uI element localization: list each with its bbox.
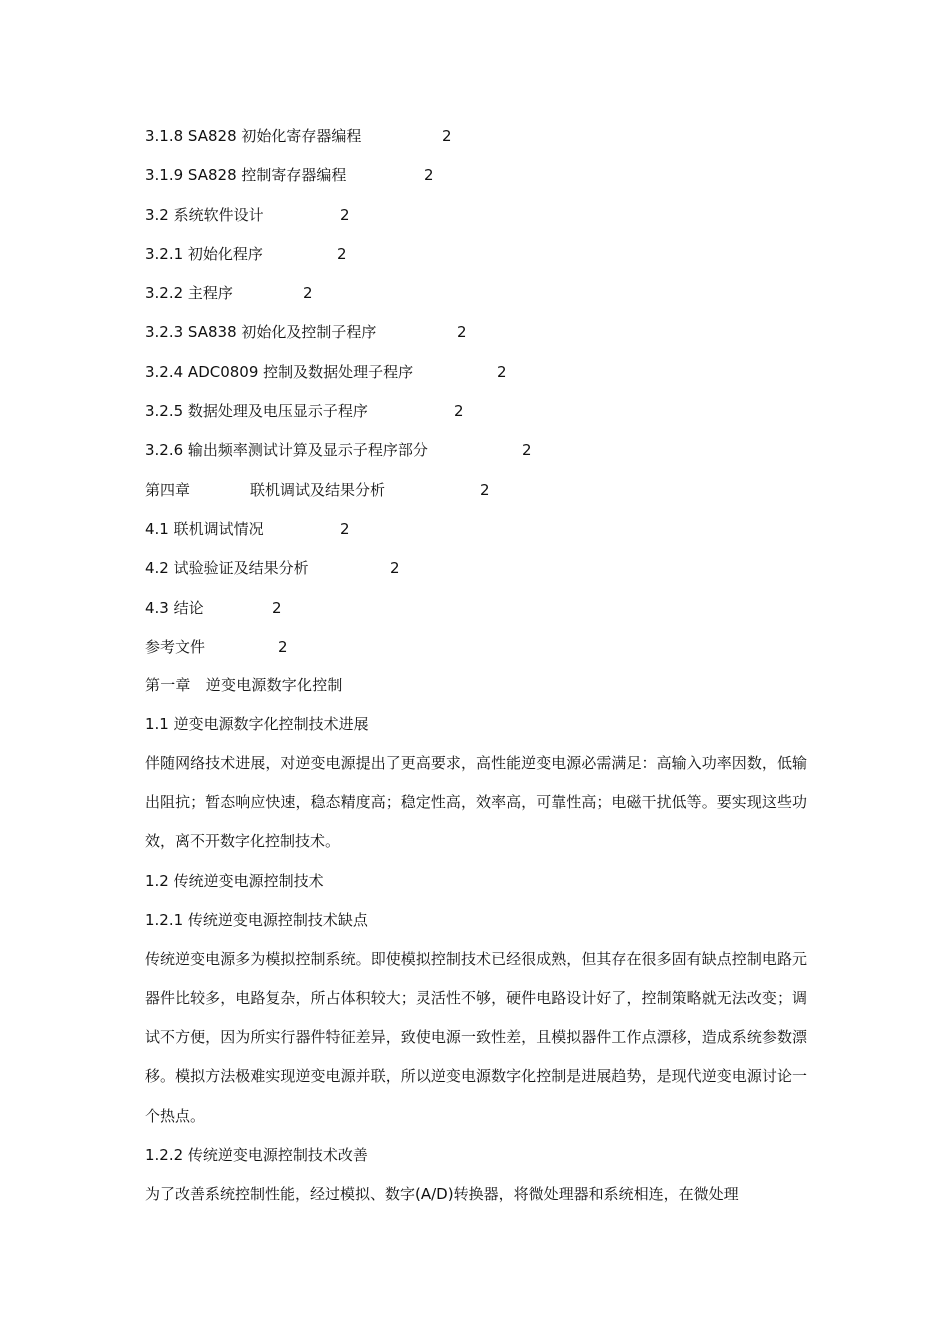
- toc-entry-page: 2: [303, 284, 313, 303]
- toc-entry: [145, 240, 825, 279]
- toc-entry: [145, 318, 825, 357]
- section-heading-1-1: 1.1 逆变电源数字化控制技术进展: [145, 715, 369, 734]
- toc-entry-page: 2: [522, 441, 532, 460]
- toc-entry-page: 2: [390, 559, 400, 578]
- toc-entry-title: 第四章 联机调试及结果分析: [145, 480, 386, 499]
- toc-entry: [145, 554, 825, 593]
- toc-entry-page: 2: [337, 244, 347, 263]
- toc-entry: [145, 594, 825, 633]
- toc-entry: [145, 358, 825, 397]
- paragraph-1-2-2: 为了改善系统控制性能，经过模拟、数字(A/D)转换器，将微处理器和系统相连，在微处理: [145, 1184, 739, 1203]
- paragraph-1-2-1: 传统逆变电源多为模拟控制系统。即使模拟控制技术已经很成熟，但其存在很多固有缺点控制电路元器件比较多，电路复杂，所占体积较大；灵活性不够，硬件电路设计好了，控制策略就无法改变；调试不方便，因为所实行器件特征差异，致使电源一致性差，且模拟器件工作点漂移，造成系统参数漂移。模拟方法极难实现逆变电源并联，所以逆变电源数字化控制是进展趋势，是现代逆变电源讨论一个热点。: [145, 949, 807, 1125]
- toc-entry: [145, 436, 825, 475]
- toc-entry: [145, 515, 825, 554]
- toc-entry: [145, 161, 825, 200]
- toc-entry-page: 2: [340, 205, 350, 224]
- toc-entry: [145, 633, 825, 672]
- section-heading-1-2-1: 1.2.1 传统逆变电源控制技术缺点: [145, 911, 368, 930]
- paragraph-1-1: 伴随网络技术进展，对逆变电源提出了更高要求，高性能逆变电源必需满足：高输入功率因数，低输出阻抗；暂态响应快速，稳态精度高；稳定性高，效率高，可靠性高；电磁干扰低等。要实现这些功效，离不开数字化控制技术。: [145, 753, 807, 851]
- toc-entry-page: 2: [457, 323, 467, 342]
- toc-entry-page: 2: [424, 166, 434, 185]
- toc-entry-page: 2: [497, 362, 507, 381]
- toc-entry-title: 3.2 系统软件设计: [145, 205, 264, 224]
- toc-entry: [145, 122, 825, 161]
- toc-entry: [145, 476, 825, 515]
- toc-entry-title: 3.2.1 初始化程序: [145, 244, 263, 263]
- toc-entry-title: 3.1.9 SA828 控制寄存器编程: [145, 166, 347, 185]
- table-of-contents: [145, 122, 825, 672]
- toc-entry-title: 4.2 试验验证及结果分析: [145, 559, 309, 578]
- toc-entry-title: 3.2.4 ADC0809 控制及数据处理子程序: [145, 362, 414, 381]
- section-heading-1-2-2: 1.2.2 传统逆变电源控制技术改善: [145, 1146, 368, 1165]
- chapter-heading: 第一章 逆变电源数字化控制: [145, 676, 343, 694]
- toc-entry-title: 3.2.3 SA838 初始化及控制子程序: [145, 323, 377, 342]
- toc-entry-title: 4.3 结论: [145, 598, 204, 617]
- toc-entry: [145, 201, 825, 240]
- toc-entry-page: 2: [272, 598, 282, 617]
- toc-entry-page: 2: [340, 519, 350, 538]
- toc-entry-title: 参考文件: [145, 637, 206, 656]
- toc-entry-page: 2: [480, 480, 490, 499]
- toc-entry-page: 2: [278, 637, 288, 656]
- toc-entry-page: 2: [454, 402, 464, 421]
- toc-entry: [145, 279, 825, 318]
- toc-entry-title: 4.1 联机调试情况: [145, 519, 264, 538]
- toc-entry: [145, 397, 825, 436]
- toc-entry-page: 2: [442, 127, 452, 145]
- toc-entry-title: 3.1.8 SA828 初始化寄存器编程: [145, 127, 362, 145]
- toc-entry-title: 3.2.2 主程序: [145, 284, 233, 303]
- document-body: [145, 671, 807, 1220]
- toc-entry-title: 3.2.5 数据处理及电压显示子程序: [145, 402, 368, 421]
- toc-entry-title: 3.2.6 输出频率测试计算及显示子程序部分: [145, 441, 428, 460]
- section-heading-1-2: 1.2 传统逆变电源控制技术: [145, 871, 324, 890]
